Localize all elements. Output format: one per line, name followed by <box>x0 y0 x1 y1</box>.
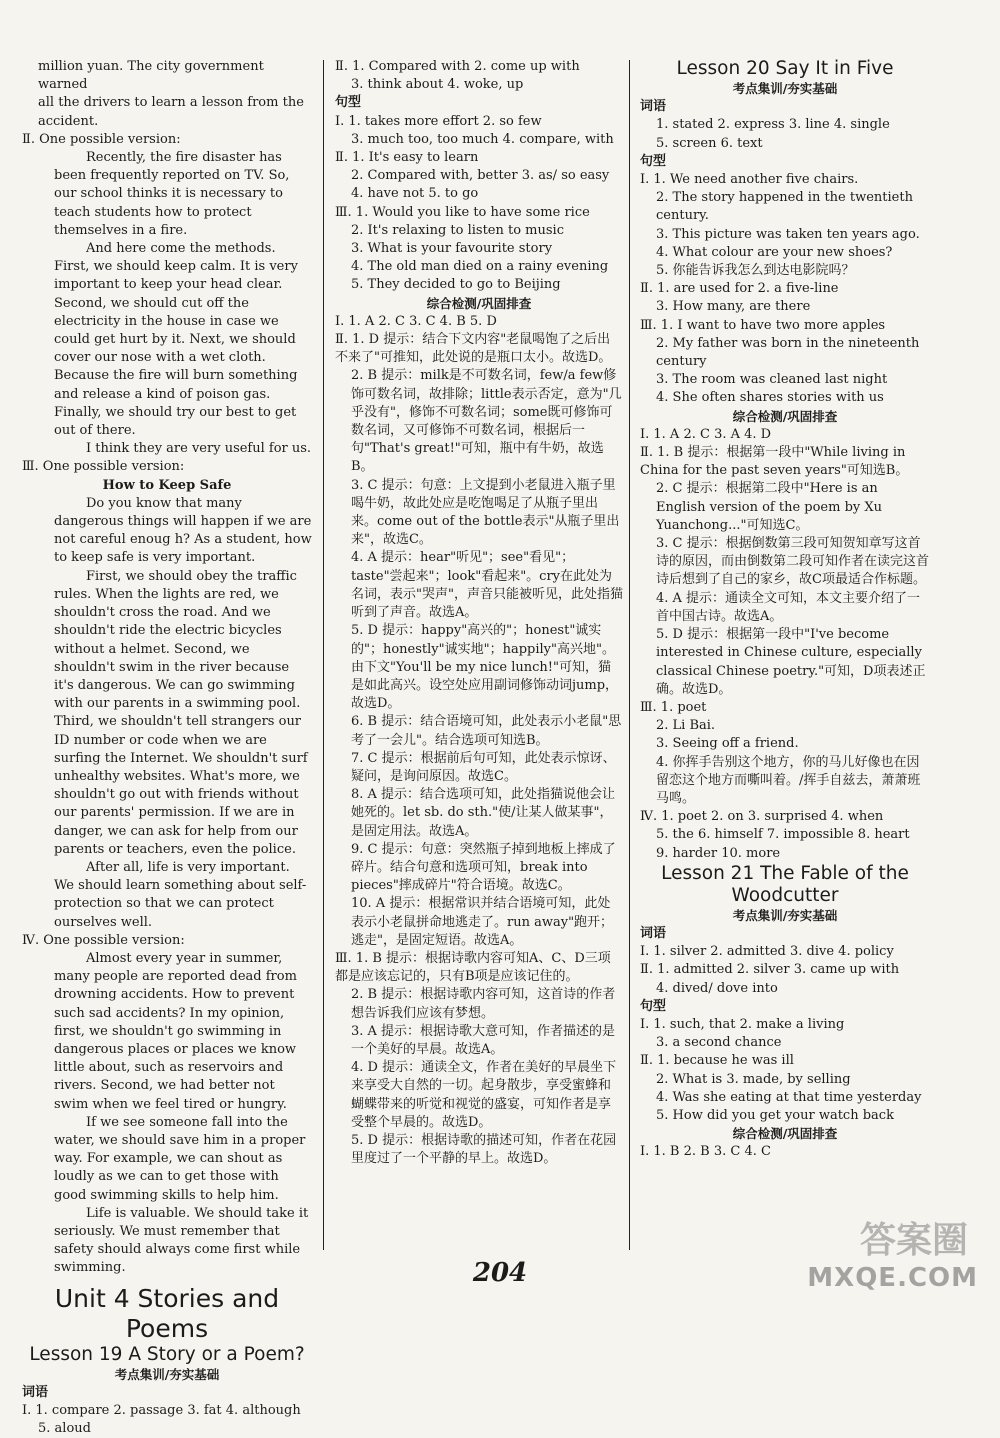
col2-line: Ⅰ. 1. takes more effort 2. so few <box>335 113 542 129</box>
col1-line: 词语 <box>22 1384 49 1400</box>
col2-line: Ⅲ. 1. Would you like to have some rice <box>335 204 590 220</box>
col2-line: Ⅱ. 1. It's easy to learn <box>335 150 479 166</box>
col1-line: 5. aloud <box>38 1421 91 1437</box>
col3-line: Ⅱ. 1. are used for 2. a five-line <box>640 281 839 297</box>
col3-line: 4. 你挥手告别这个地方，你的马儿好像也在因留恋这个地方而嘶叫着。/挥手自兹去，萧萧班马鸣。 <box>656 754 921 806</box>
col3-line: 3. a second chance <box>656 1035 782 1051</box>
col3-line: 词语 <box>640 925 667 941</box>
col1-line: I think they are very useful for us. <box>86 441 312 457</box>
col2-line: 2. Compared with, better 3. as/ so easy <box>351 168 610 184</box>
col3-line: Ⅰ. 1. A 2. C 3. A 4. D <box>640 426 772 442</box>
right-column <box>640 58 930 1162</box>
col3-line: Lesson 21 The Fable of the Woodcutter <box>661 862 909 906</box>
col2-line: 4. D 提示：通读全文，作者在美好的早晨坐下来享受大自然的一切。起身散步，享受蜜蜂和蝴蝶带来的听觉和视觉的盛宴，可知作者是享受整个早晨的。故选D。 <box>351 1060 617 1130</box>
col3-line: Ⅱ. 1. B 提示：根据第一段中"While living in China for the past seven years"可知选B。 <box>640 445 909 479</box>
col3-line: Ⅰ. 1. silver 2. admitted 3. dive 4. policy <box>640 944 894 960</box>
col1-line: Unit 4 Stories and Poems <box>54 1283 280 1343</box>
col1-line: million yuan. The city government warned <box>38 59 264 93</box>
col2-line: 3. What is your favourite story <box>351 241 553 257</box>
col3-line: 1. stated 2. express 3. line 4. single <box>656 117 890 133</box>
col3-line: 2. My father was born in the nineteenth century <box>656 335 920 370</box>
col2-line: Ⅲ. 1. B 提示：根据诗歌内容可知A、C、D三项都是应该忘记的，只有B项是应该记住的。 <box>335 950 611 985</box>
col1-line: After all, life is very important. We should learn something about self-protection so that we can protect ourselves well. <box>54 859 307 930</box>
col1-line: Lesson 19 A Story or a Poem? <box>29 1343 305 1365</box>
left-column <box>22 58 312 1438</box>
col2-line: 5. They decided to go to Beijing <box>351 277 561 293</box>
col2-line: 7. C 提示：根据前后句可知，此处表示惊讶、疑问，是询问原因。故选C。 <box>351 750 616 784</box>
col3-line: Ⅳ. 1. poet 2. on 3. surprised 4. when <box>640 809 884 825</box>
col2-line: 4. A 提示：hear"听见"；see"看见"；taste"尝起来"；look"看起来"。cry在此处为名词，表示"哭声"，声音只能被听见，此处指猫听到了声音。故选A。 <box>351 550 623 621</box>
col2-line: 综合检测/巩固排查 <box>426 295 532 311</box>
col1-line: How to Keep Safe <box>102 477 232 493</box>
col3-line: 3. The room was cleaned last night <box>656 372 888 388</box>
col1-line: 考点集训/夯实基础 <box>114 1366 220 1382</box>
col1-line: Ⅳ. One possible version: <box>22 932 185 948</box>
col3-line: 9. harder 10. more <box>656 845 781 861</box>
col3-line: Ⅱ. 1. admitted 2. silver 3. came up with <box>640 962 900 978</box>
col3-line: 4. She often shares stories with us <box>656 390 884 406</box>
col1-line: First, we should obey the traffic rules. When the lights are red, we shouldn't cross the road. And we shouldn't ride the electric bicycles without a helmet. Second, we shouldn't swim in the river because it's dangerous. We can go swimming with our parents in a swimming pool. Third, we shouldn't tell strangers our ID number or code when we are surfing the Internet. We shouldn't surf unhealthy websites. What's more, we shouldn't go out with friends without our parents' permission. If we are in danger, we can ask for help from our parents or teachers, even the police. <box>54 568 308 857</box>
col3-line: 3. Seeing off a friend. <box>656 736 799 752</box>
col1-line: Do you know that many dangerous things will happen if we are not careful enoug h? As a student, how to keep safe is very important. <box>54 495 312 566</box>
col2-line: 5. D 提示：根据诗歌的描述可知，作者在花园里度过了一个平静的早上。故选D。 <box>351 1132 617 1167</box>
col3-line: 2. What is 3. made, by selling <box>656 1071 851 1087</box>
col3-line: Ⅰ. 1. B 2. B 3. C 4. C <box>640 1144 771 1160</box>
col1-line: If we see someone fall into the water, we should save him in a proper way. For example, we can shout as loudly as we can to get those with good swimming skills to help him. <box>54 1114 306 1203</box>
col2-line: 3. much too, too much 4. compare, with <box>351 131 614 147</box>
col2-line: Ⅰ. 1. A 2. C 3. C 4. B 5. D <box>335 313 497 329</box>
col3-line: Ⅲ. 1. I want to have two more apples <box>640 317 886 333</box>
col3-line: 句型 <box>640 153 667 169</box>
col2-line: 2. B 提示：milk是不可数名词，few/a few修饰可数名词，故排除；little表示否定，意为"几乎没有"，修饰不可数名词；some既可修饰可数名词，又可修饰不可数名词，根据后一句"That's great!"可知，瓶中有牛奶，故选B。 <box>351 368 622 475</box>
col3-line: 词语 <box>640 99 667 115</box>
col1-line: accident. <box>38 113 99 129</box>
col2-line: Ⅱ. 1. D 提示：结合下文内容"老鼠喝饱了之后出不来了"可推知，此处说的是瓶口太小。故选D。 <box>335 332 612 366</box>
watermark-site: MXQE.COM <box>807 1263 978 1293</box>
col3-line: Ⅱ. 1. because he was ill <box>640 1053 794 1069</box>
col3-line: Ⅰ. 1. We need another five chairs. <box>640 172 859 188</box>
col3-line: 2. Li Bai. <box>656 718 716 734</box>
column-divider-right <box>629 60 630 1250</box>
col3-line: 5. 你能告诉我怎么到达电影院吗？ <box>656 263 855 279</box>
col1-line: Life is valuable. We should take it seriously. We must remember that safety should always come first while swimming. <box>54 1205 309 1276</box>
col2-line: 4. The old man died on a rainy evening <box>351 259 609 275</box>
col2-line: 9. C 提示：句意：突然瓶子掉到地板上摔成了碎片。结合句意和选项可知，break into pieces"摔成碎片"符合语境。故选C。 <box>351 841 616 894</box>
col3-line: 5. the 6. himself 7. impossible 8. heart <box>656 827 910 843</box>
col3-line: 3. How many, are there <box>656 299 811 315</box>
col1-line: all the drivers to learn a lesson from the <box>38 95 304 111</box>
col3-line: Ⅲ. 1. poet <box>640 699 707 715</box>
col2-line: 10. A 提示：根据常识并结合语境可知，此处表示小老鼠拼命地逃走了。run away"跑开；逃走"，是固定短语。故选A。 <box>351 896 614 948</box>
col3-line: Lesson 20 Say It in Five <box>676 58 894 79</box>
col2-line: 2. It's relaxing to listen to music <box>351 222 564 238</box>
col3-line: 4. A 提示：通读全文可知，本文主要介绍了一首中国古诗。故选A。 <box>656 590 921 624</box>
middle-column <box>335 58 623 1168</box>
col1-line: Recently, the fire disaster has been frequently reported on TV. So, our school thinks it is necessary to teach students how to protect themselves in a fire. <box>54 150 290 238</box>
col3-line: 5. screen 6. text <box>656 135 763 151</box>
col3-line: 4. Was she eating at that time yesterday <box>656 1089 922 1105</box>
col1-line: And here come the methods. First, we should keep calm. It is very important to keep your head clear. Second, we should cut off the electricity in the house in case we could get hurt by it. Next, we should cover our nose with a wet cloth. Because the fire will burn something and release a kind of poison gas. Finally, we should try our best to get out of there. <box>54 241 298 439</box>
col2-line: 5. D 提示：happy"高兴的"；honest"诚实的"；honestly"诚实地"；happily"高兴地"。由下文"You'll be my nice lunch!"可知，猫是如此高兴。设空处应用副词修饰动词jump，故选D。 <box>351 623 619 712</box>
col3-line: 5. How did you get your watch back <box>656 1107 894 1123</box>
watermark-logo: 答案圈 <box>859 1220 968 1261</box>
col1-line: Almost every year in summer, many people are reported dead from drowning accidents. How to prevent such sad accidents? In my opinion, first, we shouldn't go swimming in dangerous places or places we know little about, such as reservoirs and rivers. Second, we had better not swim when we feel tired or hungry. <box>54 950 297 1112</box>
col2-line: 6. B 提示：结合语境可知，此处表示小老鼠"思考了一会儿"。结合选项可知选B。 <box>351 714 622 748</box>
col2-line: 句型 <box>335 95 362 111</box>
col3-line: 4. What colour are your new shoes? <box>656 244 893 260</box>
col1-line: Ⅱ. One possible version: <box>22 131 181 147</box>
col2-line: 3. A 提示：根据诗歌大意可知，作者描述的是一个美好的早晨。故选A。 <box>351 1023 616 1057</box>
page-number: 204 <box>472 1258 528 1288</box>
col3-line: 3. C 提示：根据倒数第三段可知贺知章写这首诗的原因，而由倒数第二段可知作者在读完这首诗后想到了自己的家乡，故C项最适合作标题。 <box>656 536 930 588</box>
col1-line: Ⅰ. 1. compare 2. passage 3. fat 4. although <box>22 1403 301 1419</box>
col3-line: 3. This picture was taken ten years ago. <box>656 226 920 242</box>
col3-line: 4. dived/ dove into <box>656 980 778 996</box>
col3-line: 考点集训/夯实基础 <box>732 907 838 923</box>
col2-line: 3. C 提示：句意：上文提到小老鼠进入瓶子里喝牛奶，故此处应是吃饱喝足了从瓶子里出来。come out of the bottle表示"从瓶子里出来"，故选C。 <box>351 477 620 548</box>
col3-line: 句型 <box>640 998 667 1014</box>
col3-line: 考点集训/夯实基础 <box>732 81 838 96</box>
col2-line: 2. B 提示：根据诗歌内容可知，这首诗的作者想告诉我们应该有梦想。 <box>351 987 616 1021</box>
column-divider-left <box>323 60 324 1250</box>
col3-line: 综合检测/巩固排查 <box>732 1126 838 1142</box>
col2-line: Ⅱ. 1. Compared with 2. come up with <box>335 59 580 74</box>
col3-line: 5. D 提示：根据第一段中"I've become interested in Chinese culture, especially classical Chinese poetry."可知，D项表述正确。故选D。 <box>656 627 926 697</box>
col3-line: 2. The story happened in the twentieth century. <box>656 190 913 224</box>
col1-line: Ⅲ. One possible version: <box>22 459 185 475</box>
col2-line: 4. have not 5. to go <box>351 186 479 202</box>
col3-line: 2. C 提示：根据第二段中"Here is an English version of the poem by Xu Yuanchong..."可知选C。 <box>656 481 883 533</box>
col2-line: 8. A 提示：结合选项可知，此处指猫说他会让她死的。let sb. do sth."使/让某人做某事"，是固定用法。故选A。 <box>351 787 616 839</box>
col2-line: 3. think about 4. woke, up <box>351 77 524 93</box>
col3-line: 综合检测/巩固排查 <box>732 408 838 424</box>
col3-line: Ⅰ. 1. such, that 2. make a living <box>640 1016 845 1032</box>
